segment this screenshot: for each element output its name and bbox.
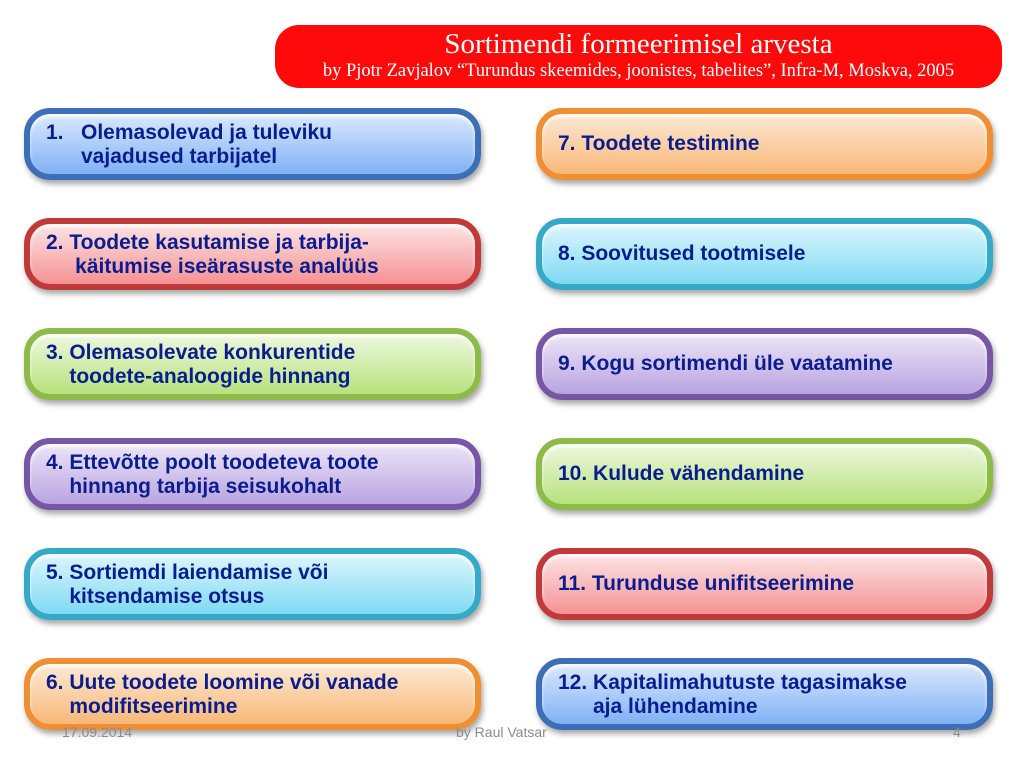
- item-12-text: 12. Kapitalimahutuste tagasimakse aja lühendamine: [558, 671, 907, 718]
- item-3-text: 3. Olemasolevate konkurentide toodete-analoogide hinnang: [46, 341, 356, 388]
- footer-date: 17.09.2014: [62, 724, 133, 740]
- footer-author: by Raul Vatsar: [456, 724, 547, 740]
- item-2-text: 2. Toodete kasutamise ja tarbija- käitumise iseärasuste analüüs: [46, 231, 379, 278]
- footer-page-number: 4: [953, 724, 961, 740]
- item-4-box: [24, 438, 481, 510]
- item-7-text: 7. Toodete testimine: [558, 132, 760, 155]
- item-1-box: [24, 108, 481, 180]
- item-3-box: [24, 328, 481, 400]
- item-10-box: [536, 438, 993, 510]
- item-10-text: 10. Kulude vähendamine: [558, 462, 805, 485]
- item-2-box: [24, 218, 481, 290]
- slide-title: Sortimendi formeerimisel arvesta: [444, 28, 833, 60]
- item-9-text: 9. Kogu sortimendi üle vaatamine: [558, 352, 893, 375]
- slide-subtitle: by Pjotr Zavjalov “Turundus skeemides, joonistes, tabelites”, Infra-M, Moskva, 2005: [322, 61, 955, 81]
- item-6-text: 6. Uute toodete loomine või vanade modifitseerimine: [46, 671, 399, 718]
- title-banner: [275, 25, 1002, 88]
- item-12-box: [536, 658, 993, 730]
- item-7-box: [536, 108, 993, 180]
- item-5-box: [24, 548, 481, 620]
- item-8-text: 8. Soovitused tootmisele: [558, 242, 806, 265]
- item-8-box: [536, 218, 993, 290]
- item-5-text: 5. Sortiemdi laiendamise või kitsendamise otsus: [46, 561, 329, 608]
- item-11-text: 11. Turunduse unifitseerimine: [558, 572, 855, 595]
- item-1-text: 1. Olemasolevad ja tuleviku vajadused tarbijatel: [46, 121, 332, 168]
- item-6-box: [24, 658, 481, 730]
- item-4-text: 4. Ettevõtte poolt toodeteva toote hinnang tarbija seisukohalt: [46, 451, 379, 498]
- item-11-box: [536, 548, 993, 620]
- item-9-box: [536, 328, 993, 400]
